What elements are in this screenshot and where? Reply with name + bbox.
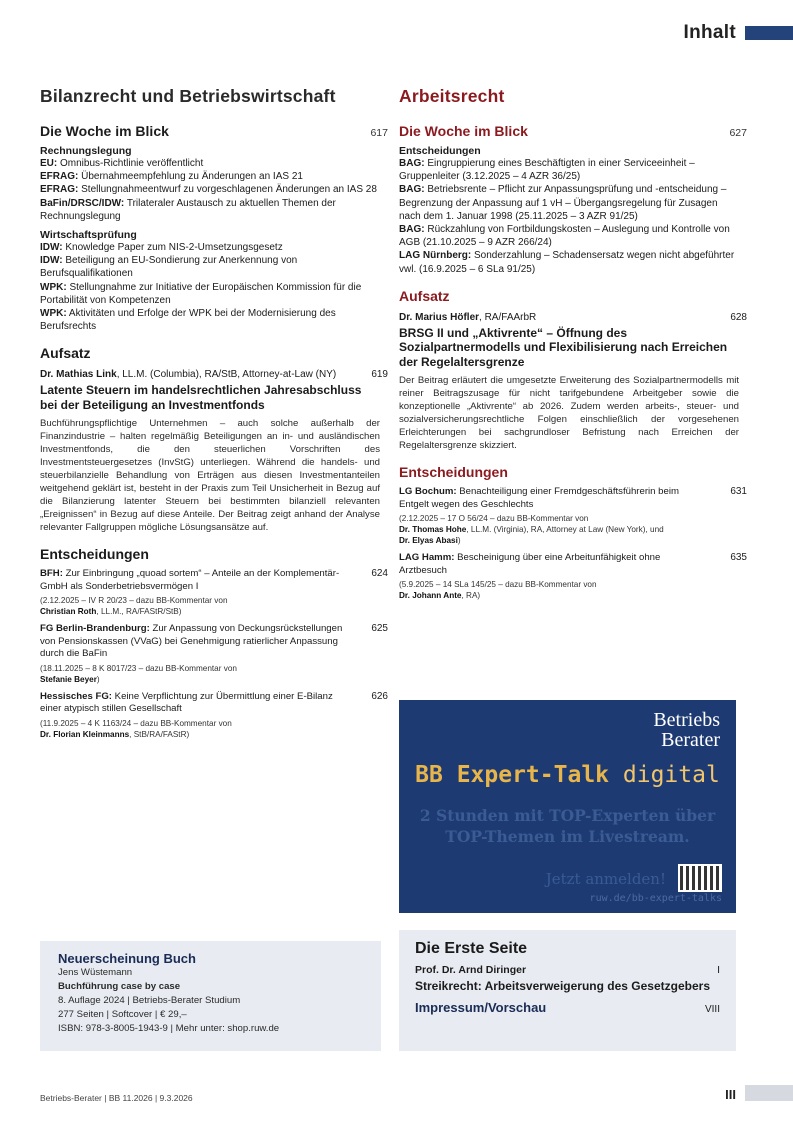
list-item[interactable]: WPK: Stellungnahme zur Initiative der Europäischen Kommission für die Portabilität von Kompetenzen: [40, 281, 362, 306]
page-number: 627: [729, 127, 747, 139]
list-item[interactable]: EFRAG: Stellungnahmeentwurf zu vorgeschlagenen Änderungen an IAS 28: [40, 184, 377, 196]
right-aufsatz-heading: Aufsatz: [399, 287, 450, 304]
entscheidungen-woche-label: Entscheidungen: [399, 145, 481, 157]
page-footer: Betriebs-Berater | BB 11.2026 | 9.3.2026: [40, 1093, 193, 1103]
page-number: 624: [371, 568, 388, 580]
list-item[interactable]: BAG: Betriebsrente – Pflicht zur Anpassungsprüfung und -entscheidung – Begrenzung der Anpassung auf 1 vH – Übergangsregelung für Zusagen nach dem 1. Januar 1998 (25.11.2025 – 3 AZR 91/25): [399, 184, 727, 222]
page-number: 617: [370, 127, 388, 139]
list-item[interactable]: BAG: Eingruppierung eines Beschäftigten in einer Serviceeinheit – Gruppenleiter (3.12.2025 – 4 AZR 36/25): [399, 158, 695, 183]
ad-headline: BB Expert-Talk digital: [415, 762, 720, 788]
rechnungslegung-list: [40, 157, 380, 223]
wirtschaftspruefung-label: Wirtschaftsprüfung: [40, 229, 137, 242]
erste-seite-box: [399, 930, 736, 1051]
article-author: Dr. Marius Höfler, RA/FAArbR 628: [399, 311, 747, 323]
page-number: 619: [371, 369, 388, 381]
decision-item[interactable]: BFH: Zur Einbringung „quoad sortem“ – Anteile an der Komplementär-GmbH als Sonderbetriebsvermögen I (2.12.2025 – IV R 20/23 – dazu BB-Kommentar von Christian Roth, LL.M., RA/FAStR/StB) 624: [40, 568, 388, 617]
list-item[interactable]: LAG Nürnberg: Sonderzahlung – Schadensersatz wegen nicht abgeführter vwl. (16.9.2025 – 6 SLa 91/25): [399, 250, 735, 275]
book-box-title: Neuerscheinung Buch: [58, 951, 196, 966]
list-item[interactable]: EU: Omnibus-Richtlinie veröffentlicht: [40, 158, 204, 169]
left-section-title: Bilanzrecht und Betriebswirtschaft: [40, 86, 336, 106]
page-number: VIII: [704, 1004, 720, 1015]
article-author: Dr. Mathias Link, LL.M. (Columbia), RA/StB, Attorney-at-Law (NY) 619: [40, 369, 388, 381]
list-item[interactable]: WPK: Aktivitäten und Erfolge der WPK bei der Modernisierung des Berufsrechts: [40, 308, 336, 333]
ad-cta[interactable]: Jetzt anmelden!: [545, 870, 666, 888]
footer-accent-bar: [745, 1085, 793, 1101]
list-item[interactable]: IDW: Knowledge Paper zum NIS-2-Umsetzungsgesetz: [40, 242, 283, 254]
impressum-link[interactable]: Impressum/Vorschau VIII: [415, 1000, 720, 1015]
erste-seite-title: Die Erste Seite: [415, 940, 528, 957]
decision-item[interactable]: Hessisches FG: Keine Verpflichtung zur Übermittlung einer E-Bilanz einer atypisch stillen Gesellschaft (11.9.2025 – 4 K 1163/24 – dazu BB-Kommentar von Dr. Florian Kleinmanns, StB/RA/FAStR) 626: [40, 690, 388, 739]
page-number: 631: [730, 486, 747, 498]
betriebs-berater-logo: Betriebs Berater: [653, 709, 720, 751]
qr-code-icon[interactable]: [678, 864, 722, 892]
rechnungslegung-label: Rechnungslegung: [40, 145, 132, 157]
book-title[interactable]: Buchführung case by case: [58, 981, 181, 992]
wirtschaftspruefung-list: [40, 241, 380, 333]
book-edition: 8. Auflage 2024 | Betriebs-Berater Studium: [58, 995, 241, 1006]
list-item[interactable]: BAG: Rückzahlung von Fortbildungskosten – Auslegung und Kontrolle von AGB (21.10.2025 – 9 AZR 266/24): [399, 224, 730, 249]
bb-expert-talk-ad[interactable]: [399, 700, 736, 913]
ad-url[interactable]: ruw.de/bb-expert-talks: [589, 893, 722, 904]
left-aufsatz-heading: Aufsatz: [40, 345, 91, 362]
article-abstract: Der Beitrag erläutert die umgesetzte Erweiterung des Sozialpartnermodells mit reiner Beitragszusage für nicht tarifgebundene Arbeitgeber sowie die konzeptionelle „Aktivrente“ ab 2026. Zudem werden arbeits-, steuer- und sozialversicherungsrechtliche Folgen einschließlich der vorgesehenen Erleichterungen bei sachgrundloser Befristung nach Erreichen der Regelaltersgrenze skizziert.: [399, 375, 739, 452]
list-item[interactable]: EFRAG: Übernahmeempfehlung zu Änderungen an IAS 21: [40, 171, 303, 183]
header-accent-bar: [745, 26, 793, 40]
article-abstract: Buchführungspflichtige Unternehmen – auch solche außerhalb der Finanzindustrie – halten regelmäßig Beteiligungen an in- und ausländischen Investmentfonds, die den steuerlichen Vorschriften des Investmentsteuergesetzes (InvStG) unterliegen. Während die handels- und steuerbilanzielle Behandlung von Erträgen aus diesen Investmentanteilen weitgehend geklärt ist, besteht in der Praxis zum Teil Unsicherheit in Bezug auf die Bilanzierung latenter Steuern bei bestimmten bilanziell relevanten „Ereignissen“ in Bezug auf diese Anteile. Der Beitrag zeigt anhand der Analyse relevanter Fallgruppen mögliche Lösungsansätze auf.: [40, 418, 380, 534]
article-title[interactable]: BRSG II und „Aktivrente“ – Öffnung des Sozialpartnermodells und Flexibilisierung nach Erreichen der Regelaltersgrenze: [399, 325, 728, 369]
section-header: Inhalt: [683, 22, 736, 43]
page-number: 626: [371, 690, 388, 702]
page-number: I: [717, 964, 720, 976]
book-isbn: ISBN: 978-3-8005-1943-9 | Mehr unter: shop.ruw.de: [58, 1023, 280, 1034]
right-woche-heading[interactable]: Die Woche im Blick 627: [399, 123, 747, 139]
right-column: [399, 86, 747, 601]
list-item[interactable]: BaFin/DRSC/IDW: Trilateraler Austausch zu aktuellen Themen der Rechnungslegung: [40, 197, 336, 222]
erste-seite-author: Prof. Dr. Arnd Diringer I: [415, 964, 720, 976]
left-entscheidungen-heading: Entscheidungen: [40, 546, 149, 563]
page-number: 635: [730, 552, 747, 564]
book-announcement-box: [40, 941, 381, 1051]
article-title[interactable]: Latente Steuern im handelsrechtlichen Jahresabschluss bei der Beteiligung an Investmentfonds: [40, 383, 362, 412]
decision-item[interactable]: LAG Hamm: Bescheinigung über eine Arbeitunfähigkeit ohne Arztbesuch (5.9.2025 – 14 SLa 145/25 – dazu BB-Kommentar von Dr. Johann Ante, RA) 635: [399, 552, 747, 601]
book-author: Jens Wüstemann: [58, 967, 133, 978]
page-number: 628: [730, 311, 747, 323]
left-column: [40, 86, 388, 740]
right-entscheidungen-heading: Entscheidungen: [399, 464, 508, 481]
page-number: 625: [371, 623, 388, 635]
book-pages: 277 Seiten | Softcover | € 29,–: [58, 1009, 187, 1020]
page-number: III: [725, 1087, 736, 1102]
arbeitsrecht-list: [399, 157, 739, 276]
right-section-title: Arbeitsrecht: [399, 86, 505, 106]
erste-seite-article[interactable]: Streikrecht: Arbeitsverweigerung des Gesetzgebers: [415, 979, 710, 993]
list-item[interactable]: IDW: Beteiligung an EU-Sondierung zur Anerkennung von Berufsqualifikationen: [40, 255, 298, 280]
decision-item[interactable]: FG Berlin-Brandenburg: Zur Anpassung von Deckungsrückstellungen von Pensionskassen (VVaG) bei Genehmigung ratierlicher Anpassung durch die BaFin (18.11.2025 – 8 K 8017/23 – dazu BB-Kommentar von Stefanie Beyer) 625: [40, 623, 388, 684]
left-woche-heading[interactable]: Die Woche im Blick 617: [40, 123, 388, 139]
decision-item[interactable]: LG Bochum: Benachteiligung einer Fremdgeschäftsführerin beim Entgelt wegen des Geschlechts (2.12.2025 – 17 O 56/24 – dazu BB-Kommentar von Dr. Thomas Hohe, LL.M. (Virginia), RA, Attorney at Law (New York), und Dr. Elyas Abasi) 631: [399, 486, 747, 546]
ad-subline: 2 Stunden mit TOP-Experten über TOP-Themen im Livestream.: [419, 806, 716, 846]
